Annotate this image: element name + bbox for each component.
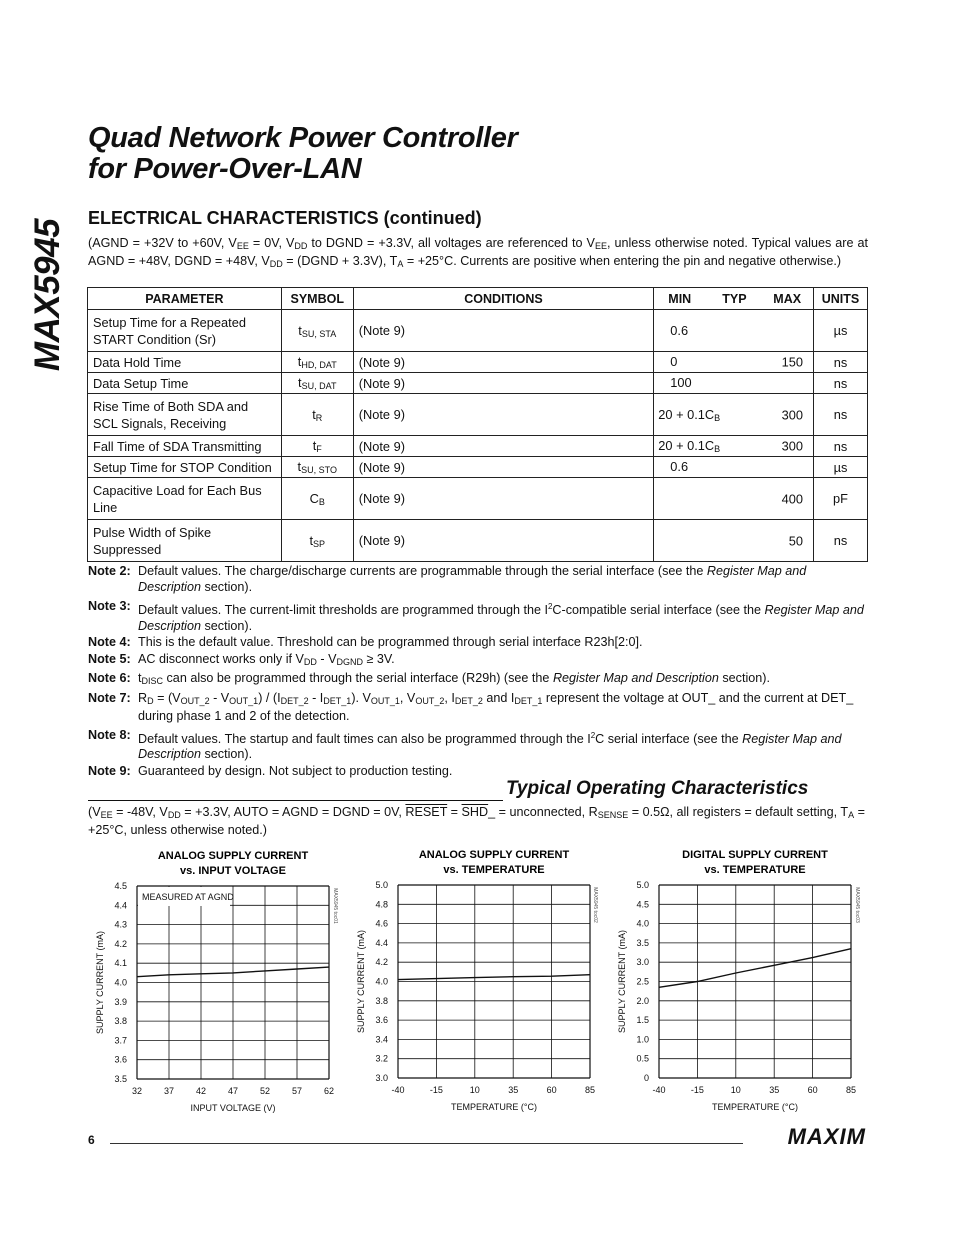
x-tick-label: 57 — [291, 1086, 303, 1096]
x-tick-label: 47 — [227, 1086, 239, 1096]
document-title-line2: for Power-Over-LAN — [88, 153, 362, 185]
cell-parameter: Setup Time for STOP Condition — [88, 457, 282, 478]
cell-conditions: (Note 9) — [353, 436, 654, 457]
x-axis-label: INPUT VOLTAGE (V) — [190, 1103, 276, 1113]
maxim-logo: MAXIM — [787, 1124, 866, 1149]
cell-conditions: (Note 9) — [353, 520, 654, 562]
cell-max: 400 — [781, 491, 803, 506]
y-tick-label: 3.5 — [114, 1074, 127, 1084]
cell-units: ns — [813, 436, 867, 457]
y-tick-label: 4.1 — [114, 958, 127, 969]
y-tick-label: 1.5 — [636, 1015, 649, 1026]
y-tick-label: 3.9 — [114, 996, 127, 1007]
side-part-number-text: MAX5945 — [28, 218, 67, 372]
x-tick-label: 10 — [469, 1085, 480, 1095]
toc-conditions: ($V_{EE} = -48V$, $V_{DD} = +3.3V$, AUTO = AGND = DGND = 0V, RESET = $\overline{SHD}\_$ = unconnected, $R_{SENSE} = 0.5\Omega$, all registers = default setting, $T_A = +25^\circ C$, unless otherwise noted.) — [88, 805, 865, 837]
x-tick-label: 85 — [584, 1085, 596, 1095]
y-tick-label: 4.4 — [114, 900, 127, 911]
cell-units: ns — [813, 352, 867, 373]
y-tick-label: 4.5 — [636, 899, 649, 910]
toc-heading: Typical Operating Characteristics — [506, 778, 809, 799]
y-tick-label: 3.0 — [636, 957, 649, 968]
x-tick-label: 42 — [195, 1086, 207, 1096]
cell-symbol: $t_{SU, STO}$ — [281, 457, 353, 478]
y-tick-label: 4.0 — [114, 977, 127, 988]
x-tick-label: 10 — [730, 1085, 741, 1095]
cell-parameter: Fall Time of SDA Transmitting — [88, 436, 282, 457]
note-2: Note 2: Default values. The charge/discharge currents are programmable through the serial interface (see the Register Map and Description section). — [88, 564, 807, 594]
y-axis-label: SUPPLY CURRENT (mA) — [95, 930, 105, 1035]
cell-symbol: $t_{SP}$ — [281, 520, 353, 562]
y-tick-label: 2.5 — [636, 976, 649, 987]
cell-units: µs — [813, 457, 867, 478]
col-units: UNITS — [813, 288, 867, 310]
y-tick-label: 4.8 — [375, 899, 388, 910]
col-conditions: CONDITIONS — [353, 288, 654, 310]
cell-symbol: $t_{SU, DAT}$ — [281, 373, 353, 394]
x-tick-label: -40 — [391, 1085, 405, 1095]
col-parameter: PARAMETER — [88, 288, 282, 310]
y-tick-label: 4.2 — [114, 938, 127, 949]
x-axis-label: TEMPERATURE (°C) — [451, 1102, 537, 1112]
y-tick-label: 0.5 — [636, 1053, 649, 1064]
col-typ: TYP — [722, 291, 747, 306]
chart-annotation: MEASURED AT AGND — [142, 892, 234, 902]
y-tick-label: 3.6 — [375, 1015, 388, 1026]
footer-rule — [110, 1143, 743, 1144]
chart-title-line1: DIGITAL SUPPLY CURRENT — [682, 849, 828, 861]
cell-conditions: (Note 9) — [353, 478, 654, 520]
y-tick-label: 4.0 — [636, 918, 649, 929]
cell-max: 300 — [781, 407, 803, 422]
col-max: MAX — [773, 291, 802, 306]
x-axis-label: TEMPERATURE (°C) — [712, 1102, 798, 1112]
x-tick-label: 60 — [546, 1085, 557, 1095]
chart-watermark: MAX5945 toc02 — [592, 887, 598, 923]
cell-min: 100 — [670, 375, 692, 390]
ec-conditions: (AGND = +32V to +60V, $V_{EE} = 0V$, $V_{DD}$ to DGND = +3.3V, all voltages are referenced to $V_{EE}$, unless otherwise noted. Typical values are at AGND = +48V, DGND = +48V, $V_{DD}$ = (DGND + 3.3V), $T_A = +25^\circ C$. Currents are positive when entering the pin and negative otherwise.) — [88, 236, 868, 269]
y-tick-label: 3.4 — [375, 1034, 388, 1045]
cell-parameter: Capacitive Load for Each Bus Line — [88, 478, 282, 520]
note-4: Note 4: This is the default value. Threshold can be programmed through serial interface R23h[2:0]. — [88, 635, 643, 649]
y-tick-label: 5.0 — [636, 880, 649, 890]
x-tick-label: 60 — [807, 1085, 818, 1095]
x-tick-label: 85 — [845, 1085, 857, 1095]
y-tick-label: 3.8 — [375, 995, 388, 1006]
cell-max: 50 — [788, 533, 803, 548]
cell-parameter: Setup Time for a Repeated START Condition (Sr) — [88, 310, 282, 352]
x-tick-label: 32 — [131, 1086, 143, 1096]
x-tick-label: -15 — [690, 1085, 704, 1095]
x-tick-label: -40 — [652, 1085, 666, 1095]
cell-units: µs — [813, 310, 867, 352]
y-tick-label: 3.0 — [375, 1073, 388, 1083]
note-8: Note 8: Default values. The startup and fault times can also be programmed through the $I^2C$ serial interface (see the Register Map and Description section). — [88, 727, 842, 761]
cell-min: $20 + 0.1C_B$ — [658, 406, 721, 423]
note-6: Note 6: $t_{DISC}$ can also be programmed through the serial interface (R29h) (see the Register Map and Description section). — [88, 671, 770, 686]
note-7: Note 7: $R_D = (V_{OUT\_2} - V_{OUT\_1}) / (I_{DET\_2} - I_{DET\_1})$. $V_{OUT\_1}$, $V_{OUT\_2}$, $I_{DET\_2}$ and $I_{DET\_1}$ represent the voltage at OUT_ and the current at DET_ during phase 1 and 2 of the detection. — [88, 690, 854, 723]
y-tick-label: 0 — [643, 1073, 649, 1083]
y-tick-label: 4.3 — [114, 919, 127, 930]
y-tick-label: 3.5 — [636, 937, 649, 948]
y-tick-label: 3.2 — [375, 1053, 388, 1064]
cell-conditions: (Note 9) — [353, 352, 654, 373]
cell-conditions: (Note 9) — [353, 310, 654, 352]
cell-units: ns — [813, 520, 867, 562]
cell-symbol: $t_R$ — [281, 394, 353, 436]
y-tick-label: 3.7 — [114, 1035, 127, 1046]
y-axis-label: SUPPLY CURRENT (mA) — [356, 929, 366, 1034]
y-axis-label: SUPPLY CURRENT (mA) — [617, 929, 627, 1034]
cell-units: ns — [813, 394, 867, 436]
y-tick-label: 4.6 — [375, 918, 388, 929]
cell-max: 300 — [781, 438, 803, 454]
chart-title-line1: ANALOG SUPPLY CURRENT — [418, 849, 570, 861]
x-tick-label: -15 — [429, 1085, 443, 1095]
cell-symbol: $t_{HD, DAT}$ — [281, 352, 353, 373]
x-tick-label: 37 — [163, 1086, 175, 1096]
cell-min: 0.6 — [670, 459, 689, 474]
cell-parameter: Pulse Width of Spike Suppressed — [88, 520, 282, 562]
chart-watermark: MAX5945 toc01 — [332, 888, 338, 924]
chart-title-line2: vs. TEMPERATURE — [443, 864, 545, 876]
y-tick-label: 4.2 — [375, 957, 388, 968]
cell-units: ns — [813, 373, 867, 394]
chart-title-line2: vs. TEMPERATURE — [704, 864, 806, 876]
chart-watermark: MAX5945 toc03 — [854, 887, 860, 923]
x-tick-label: 62 — [323, 1086, 335, 1096]
x-tick-label: 52 — [259, 1086, 271, 1096]
cell-conditions: (Note 9) — [353, 394, 654, 436]
page-number: 6 — [88, 1133, 95, 1147]
cell-symbol: $t_F$ — [281, 436, 353, 457]
y-tick-label: 1.0 — [636, 1034, 649, 1045]
cell-min: 0.6 — [670, 322, 689, 338]
document-title-line1: Quad Network Power Controller — [88, 122, 518, 154]
y-tick-label: 3.8 — [114, 1016, 127, 1027]
cell-max: 150 — [781, 354, 803, 370]
note-9: Note 9: Guaranteed by design. Not subject to production testing. — [88, 763, 453, 778]
y-tick-label: 4.0 — [375, 976, 388, 987]
cell-parameter: Rise Time of Both SDA and SCL Signals, Receiving — [88, 394, 282, 436]
chart-title-line2: vs. INPUT VOLTAGE — [180, 865, 286, 877]
y-tick-label: 2.0 — [636, 995, 649, 1006]
x-tick-label: 35 — [508, 1085, 519, 1095]
series-line — [398, 975, 590, 980]
cell-conditions: (Note 9) — [353, 457, 654, 478]
cell-min: 0 — [670, 354, 678, 369]
ec-heading: ELECTRICAL CHARACTERISTICS (continued) — [88, 208, 482, 228]
y-tick-label: 4.5 — [114, 881, 127, 891]
y-tick-label: 4.4 — [375, 937, 388, 948]
col-symbol: SYMBOL — [281, 288, 353, 310]
note-3: Note 3: Default values. The current-limit thresholds are programmed through the $I^2C$-compatible serial interface (see the Register Map and Description section). — [88, 599, 864, 633]
cell-symbol: $t_{SU, STA}$ — [281, 310, 353, 352]
cell-symbol: $C_B$ — [281, 478, 353, 520]
col-min: MIN — [668, 291, 692, 306]
y-tick-label: 3.6 — [114, 1054, 127, 1065]
y-tick-label: 5.0 — [375, 880, 388, 890]
cell-units: pF — [813, 478, 867, 520]
x-tick-label: 35 — [769, 1085, 780, 1095]
note-5: Note 5: AC disconnect works only if $V_{DD} - V_{DGND} \ge 3V$. — [88, 651, 395, 667]
cell-conditions: (Note 9) — [353, 373, 654, 394]
cell-min: $20 + 0.1C_B$ — [658, 438, 721, 454]
cell-parameter: Data Hold Time — [88, 352, 282, 373]
cell-parameter: Data Setup Time — [88, 373, 282, 394]
chart-title-line1: ANALOG SUPPLY CURRENT — [157, 850, 309, 862]
